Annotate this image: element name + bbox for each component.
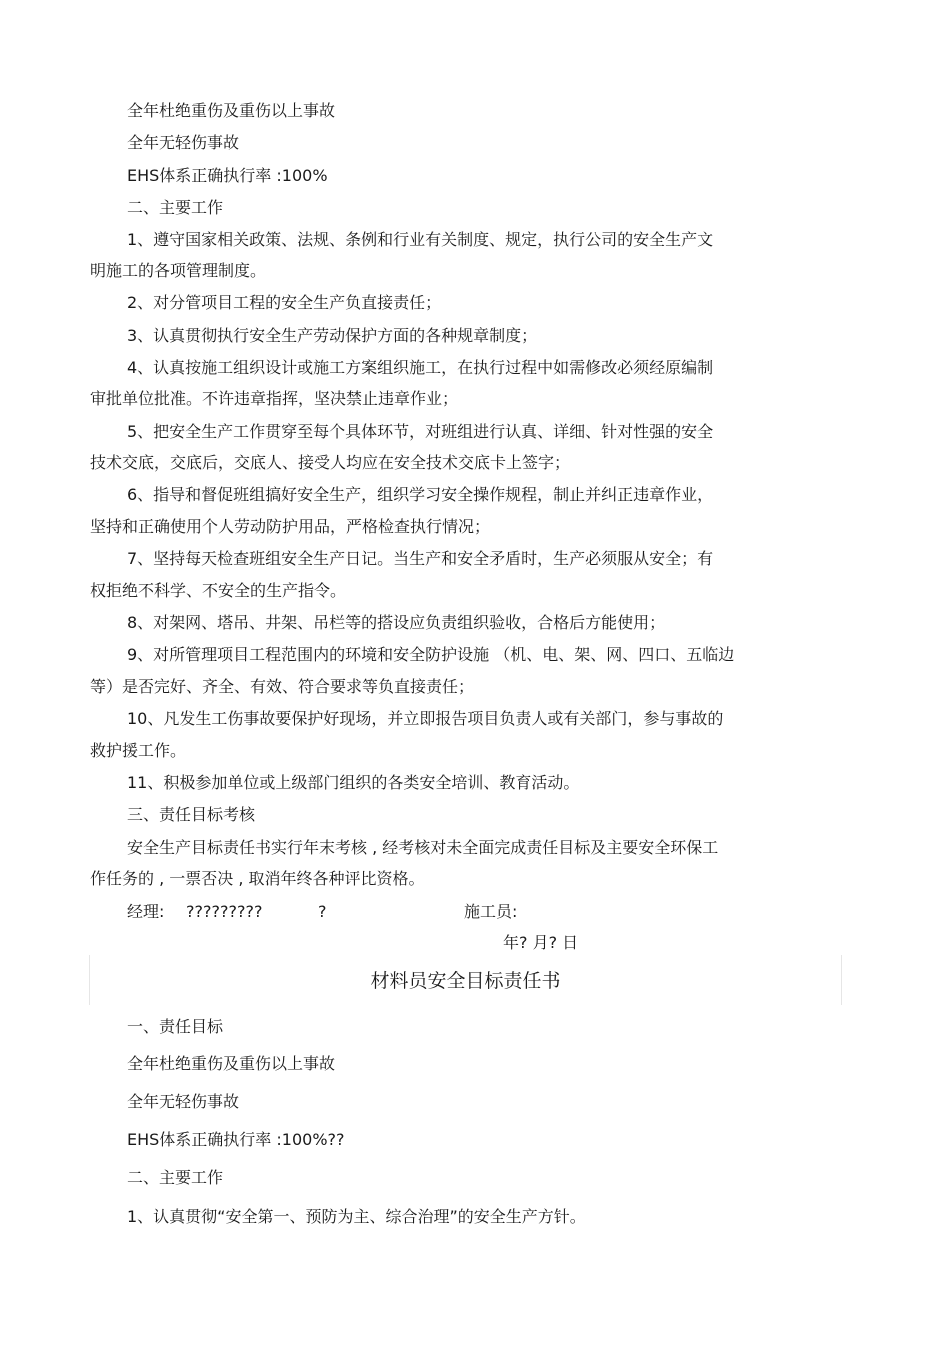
goal-line: 全年无轻伤事故 (127, 133, 240, 152)
work-item-line: 5、把安全生产工作贯穿至每个具体环节，对班组进行认真、详细、针对性强的安全 (127, 422, 714, 441)
document-title: 材料员安全目标责任书 (370, 970, 561, 992)
work-item-continuation: 技术交底，交底后，交底人、接受人均应在安全技术交底卡上签字； (90, 453, 571, 472)
work-item-line: 9、对所管理项目工程范围内的环境和安全防护设施 （机、电、架、网、四口、五临边 (127, 645, 735, 664)
work-item-continuation: 权拒绝不科学、不安全的生产指令。 (90, 581, 347, 600)
work-item-line: 11、积极参加单位或上级部门组织的各类安全培训、教育活动。 (127, 773, 580, 792)
section-heading: 一、责任目标 (127, 1017, 224, 1036)
goal-line: 全年杜绝重伤及重伤以上事故 (127, 1054, 336, 1073)
goal-line: 全年杜绝重伤及重伤以上事故 (127, 101, 336, 120)
section-heading: 二、主要工作 (127, 198, 224, 217)
section-heading: 三、责任目标考核 (127, 805, 256, 824)
work-item-line: 4、认真按施工组织设计或施工方案组织施工，在执行过程中如需修改必须经原编制 (127, 358, 714, 377)
work-item-line: 7、坚持每天检查班组安全生产日记。当生产和安全矛盾时，生产必须服从安全；有 (127, 549, 714, 568)
work-item-continuation: 坚持和正确使用个人劳动防护用品，严格检查执行情况； (90, 517, 491, 536)
work-item-line: 3、认真贯彻执行安全生产劳动保护方面的各种规章制度； (127, 326, 538, 345)
work-item-continuation: 明施工的各项管理制度。 (90, 261, 267, 280)
work-item-line: 10、凡发生工伤事故要保护好现场，并立即报告项目负责人或有关部门，参与事故的 (127, 709, 724, 728)
work-item-line: 6、指导和督促班组搞好安全生产，组织学习安全操作规程，制止并纠正违章作业， (127, 485, 714, 504)
work-item-line: 1、遵守国家相关政策、法规、条例和行业有关制度、规定，执行公司的安全生产文 (127, 230, 714, 249)
work-item-line: 2、对分管项目工程的安全生产负直接责任； (127, 293, 442, 312)
signature-row (0, 902, 950, 922)
assessment-line: 安全生产目标责任书实行年末考核 , 经考核对未全面完成责任目标及主要安全环保工 (127, 838, 719, 857)
work-item-line: 8、对架网、塔吊、井架、吊栏等的搭设应负责组织验收，合格后方能使用； (127, 613, 666, 632)
goal-line: 全年无轻伤事故 (127, 1092, 240, 1111)
title-frame (89, 955, 842, 1005)
assessment-continuation: 作任务的 , 一票否决 , 取消年终各种评比资格。 (90, 869, 425, 888)
worker-label: 施工员: (464, 902, 518, 921)
work-item-line: 1、认真贯彻“安全第一、预防为主、综合治理”的安全生产方针。 (127, 1207, 586, 1226)
work-item-continuation: 等）是否完好、齐全、有效、符合要求等负直接责任； (90, 677, 475, 696)
goal-line: EHS体系正确执行率 :100%?? (127, 1130, 345, 1149)
date-line: 年? 月? 日 (503, 933, 579, 952)
section-heading: 二、主要工作 (127, 1168, 224, 1187)
manager-label: 经理: (127, 902, 165, 921)
manager-signature: ????????? (186, 902, 263, 921)
work-item-continuation: 审批单位批准。不许违章指挥，坚决禁止违章作业； (90, 389, 459, 408)
work-item-continuation: 救护援工作。 (90, 741, 187, 760)
signature-mark: ? (318, 902, 327, 921)
goal-line: EHS体系正确执行率 :100% (127, 166, 328, 185)
